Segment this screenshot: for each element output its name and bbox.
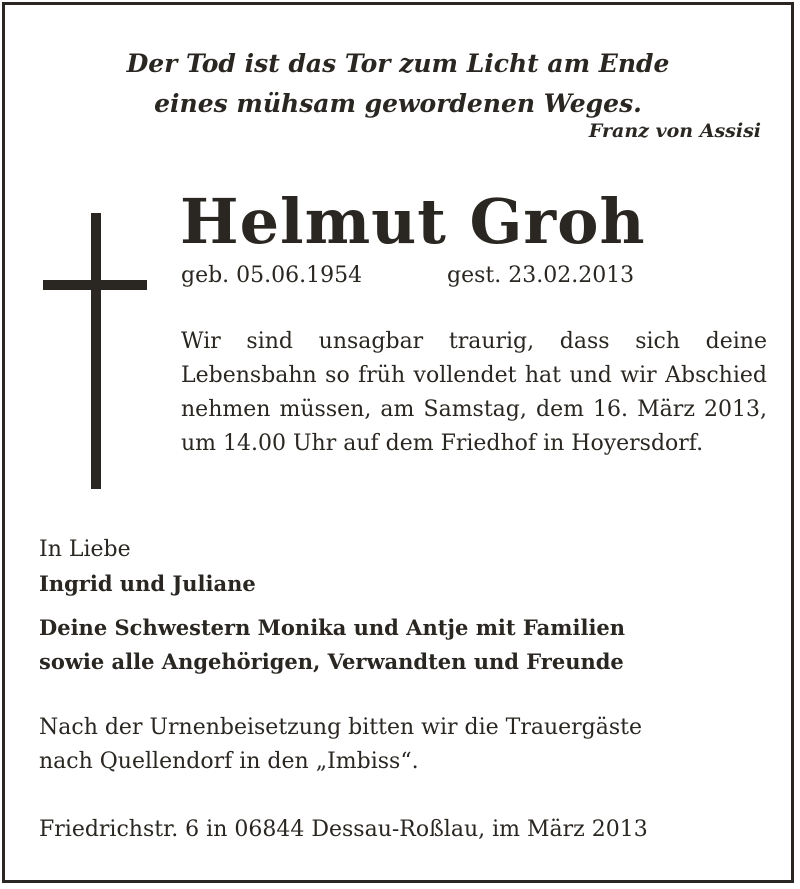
obituary-card [2,2,794,883]
birth-date: geb. 05.06.1954 [181,263,363,288]
cross-vertical-beam [91,213,101,489]
deceased-name: Helmut Groh [180,185,646,258]
family-line-2: sowie alle Angehörigen, Verwandten und Freunde [39,649,624,674]
death-date: gest. 23.02.2013 [447,263,635,288]
quote-author: Franz von Assisi [588,120,761,142]
family-line-1: Deine Schwestern Monika und Antje mit Familien [39,615,626,640]
gathering-notice [39,711,765,779]
address-line: Friedrichstr. 6 in 06844 Dessau-Roßlau, im März 2013 [39,817,648,842]
funeral-message: Wir sind unsagbar traurig, dass sich deine Lebensbahn so früh vollendet hat und wir Abschied nehmen müssen, am Samstag, dem 16. März 2013, um 14.00 Uhr auf dem Friedhof in Hoyersdorf. [181,329,767,456]
quote-line-2: eines mühsam gewordenen Weges. [154,89,642,118]
closest-mourners: Ingrid und Juliane [39,571,256,596]
signoff: In Liebe [39,537,131,562]
notice-line-2: nach Quellendorf in den „Imbiss“. [39,749,419,774]
quote-line-1: Der Tod ist das Tor zum Licht am Ende [126,49,670,78]
life-dates [181,263,635,288]
family-mourners [39,611,759,679]
notice-line-1: Nach der Urnenbeisetzung bitten wir die Trauergäste [39,715,643,740]
cross-horizontal-beam [43,280,147,290]
